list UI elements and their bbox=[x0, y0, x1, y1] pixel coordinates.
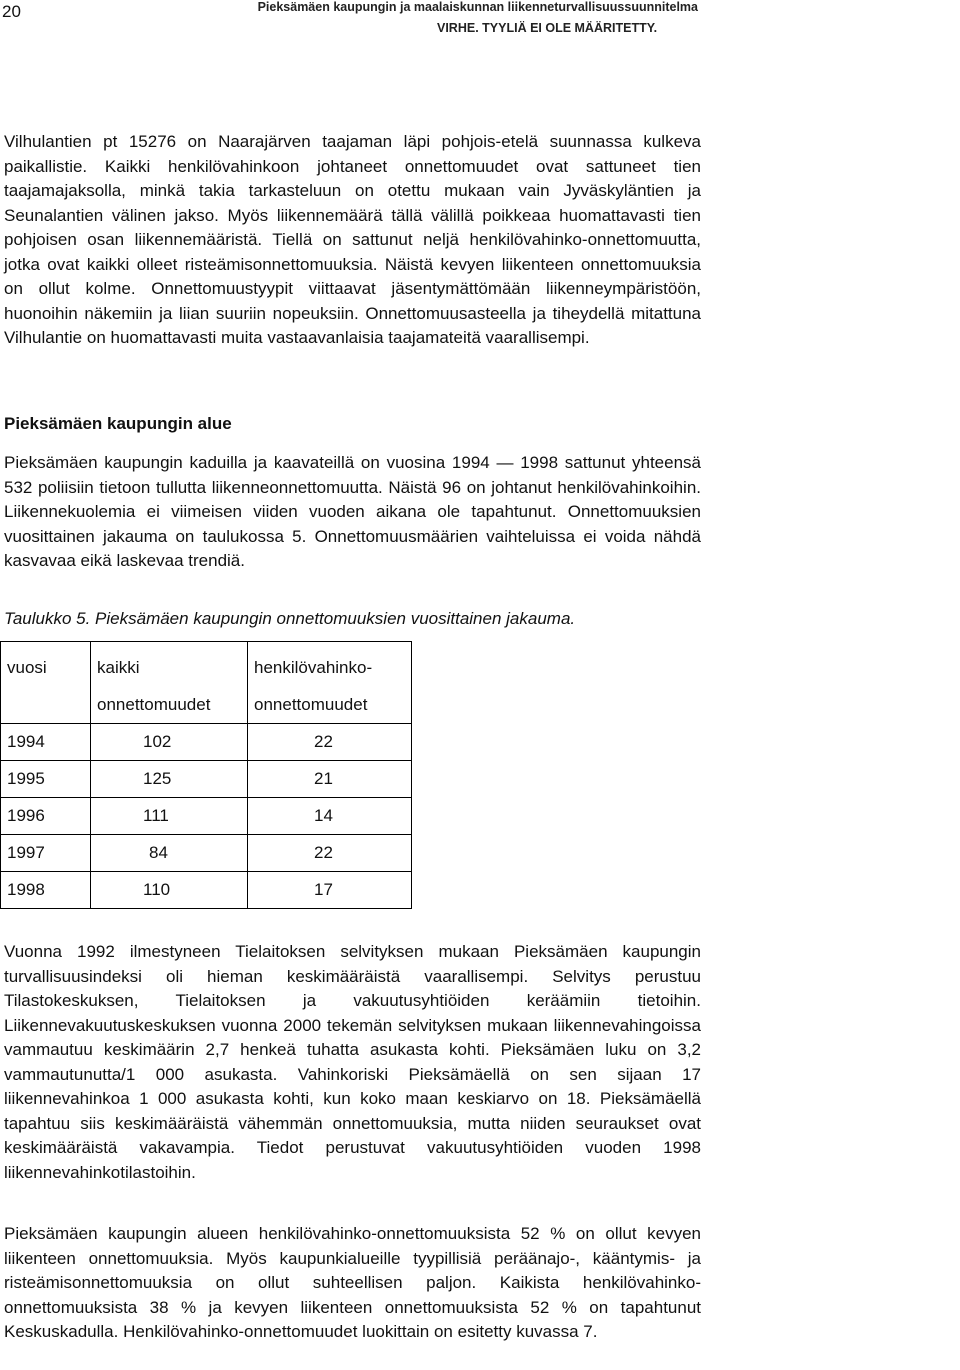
paragraph-injury-share: Pieksämäen kaupungin alueen henkilövahinko-onnettomuuksista 52 % on ollut kevyen liikenteen onnettomuuksia. Myös kaupunkialueille tyypillisiä peräänajo-, kääntymis- ja risteämisonnettomuuksia on ollut suhteellisen paljon. Kaikista henkilövahinko-onnettomuuksista 38 % ja kevyen liikenteen onnettomuuksista 52 % on tapahtunut Keskuskadulla. Henkilövahinko-onnettomuudet luokittain on esitetty kuvassa 7. bbox=[4, 1224, 701, 1341]
paragraph-safety-index: Vuonna 1992 ilmestyneen Tielaitoksen selvityksen mukaan Pieksämäen kaupungin turvallisuusindeksi oli hieman keskimääräistä vaarallisempi. Selvitys perustuu Tilastokeskuksen, Tielaitoksen ja vakuutusyhtiöiden keräämiin tietoihin. Liikennevakuutuskeskuksen vuonna 2000 tekemän selvityksen mukaan liikennevahingoissa vammautuu keskimäärin 2,7 henkeä tuhatta asukasta kohti. Pieksämäen luku on 3,2 vammautunutta/1 000 asukasta. Vahinkoriski Pieksämäellä on sen sijaan 17 liikennevahinkoa 1 000 asukasta kohti, kun koko maan keskiarvo on 18. Pieksämäellä tapahtuu siis keskimääräistä vähemmän onnettomuuksia, mutta niiden seuraukset ovat keskimääräistä vakavampia. Tiedot perustuvat vakuutusyhtiöiden vuoden 1998 liikennevahinkotilastoihin. bbox=[4, 942, 701, 1182]
cell-all: 102 bbox=[91, 724, 248, 761]
table-caption: Taulukko 5. Pieksämäen kaupungin onnettomuuksien vuosittainen jakauma. bbox=[4, 609, 576, 628]
header-all-line1: kaikki bbox=[97, 658, 140, 677]
header-year: vuosi bbox=[1, 642, 91, 724]
cell-all: 125 bbox=[91, 761, 248, 798]
page-number: 20 bbox=[2, 2, 21, 21]
cell-year: 1997 bbox=[1, 835, 91, 872]
cell-year: 1998 bbox=[1, 872, 91, 909]
cell-injury: 22 bbox=[248, 835, 412, 872]
cell-all: 110 bbox=[91, 872, 248, 909]
cell-injury: 21 bbox=[248, 761, 412, 798]
table-header-row bbox=[1, 642, 412, 724]
header-injury-line1: henkilövahinko- bbox=[254, 658, 373, 677]
section-heading: Pieksämäen kaupungin alue bbox=[4, 414, 232, 433]
header-injury-accidents bbox=[248, 642, 412, 724]
paragraph-city-accidents: Pieksämäen kaupungin kaduilla ja kaavateillä on vuosina 1994 — 1998 sattunut yhteensä 532 poliisiin tietoon tullutta liikenneonnettomuutta. Näistä 96 on johtanut henkilövahinkoihin. Liikennekuolemia ei viimeisen viiden vuoden aikana ole tapahtunut. Onnettomuuksien vuosittainen jakauma on taulukossa 5. Onnettomuusmäärien vaihteluissa ei voida nähdä kasvavaa eikä laskevaa trendiä. bbox=[4, 453, 701, 570]
table-row bbox=[1, 872, 412, 909]
header-injury-line2: onnettomuudet bbox=[254, 695, 368, 714]
document-title: Pieksämäen kaupungin ja maalaiskunnan liikenneturvallisuussuunnitelma bbox=[257, 0, 698, 14]
table-row bbox=[1, 835, 412, 872]
paragraph-vilhulantie: Vilhulantien pt 15276 on Naarajärven taajaman läpi pohjois-etelä suunnassa kulkeva paikallistie. Kaikki henkilövahinkoon johtaneet onnettomuudet ovat sattuneet tien taajamajaksolla, minkä takia tarkasteluun on otettu mukaan vain Jyväskyläntien ja Seunalantien välinen jakso. Myös liikennemäärä tällä välillä poikkeaa huomattavasti tien pohjoisen osan liikennemääristä. Tiellä on sattunut neljä henkilövahinko-onnettomuutta, jotka ovat kaikki olleet risteämisonnettomuuksia. Näistä kevyen liikenteen onnettomuuksia on ollut kolme. Onnettomuustyypit viittaavat jäsentymättömään liikenneympäristöön, huonoihin näkemiin ja liian suuriin nopeuksiin. Onnettomuusasteella ja tiheydellä mitattuna Vilhulantie on huomattavasti muita vastaavanlaisia taajamateitä vaarallisempi. bbox=[4, 132, 701, 347]
cell-year: 1994 bbox=[1, 724, 91, 761]
header-all-line2: onnettomuudet bbox=[97, 695, 211, 714]
table-row bbox=[1, 724, 412, 761]
cell-year: 1996 bbox=[1, 798, 91, 835]
cell-injury: 17 bbox=[248, 872, 412, 909]
cell-injury: 22 bbox=[248, 724, 412, 761]
cell-injury: 14 bbox=[248, 798, 412, 835]
table-row bbox=[1, 761, 412, 798]
accident-table bbox=[0, 641, 412, 909]
header-all-accidents bbox=[91, 642, 248, 724]
cell-year: 1995 bbox=[1, 761, 91, 798]
style-error-notice: VIRHE. TYYLIÄ EI OLE MÄÄRITETTY. bbox=[437, 21, 658, 35]
table-row bbox=[1, 798, 412, 835]
cell-all: 84 bbox=[91, 835, 248, 872]
cell-all: 111 bbox=[91, 798, 248, 835]
